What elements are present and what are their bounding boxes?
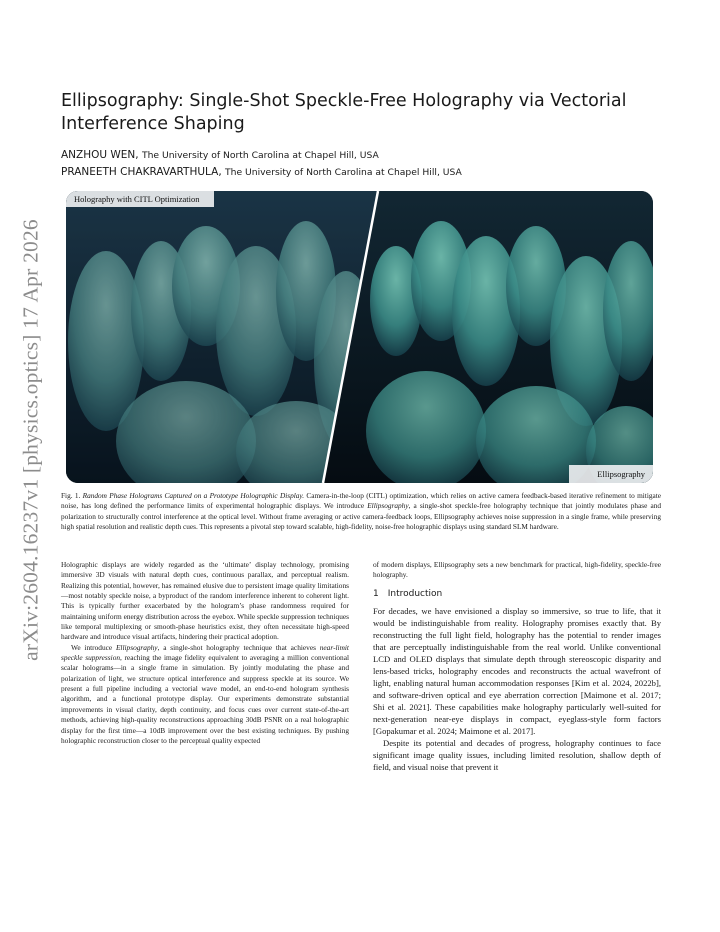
caption-text: , a single-shot speckle-free holography technique that jointly modulates phase and polarization to structurally control interference at the optical level. Without frame averaging or active camera-feedback loops, Ellipsography achieves noise suppression in a single frame, while preserving high spatial resolution and realistic depth cues. This represents a pivotal step toward scalable, high-fidelity, noise-free holographic displays using standard SLM hardware.: [61, 501, 662, 532]
caption-emphasis: Ellipsography: [367, 501, 409, 511]
author-line: [61, 164, 661, 181]
arxiv-identifier: arXiv:2604.16237v1 [physics.optics] 17 Apr 2026: [18, 219, 43, 661]
author-name: ANZHOU WEN,: [61, 149, 139, 161]
figure-caption: [61, 491, 661, 533]
paper-title: Ellipsography: Single-Shot Speckle-Free Holography via Vectorial Interference Shaping: [61, 91, 627, 134]
author-list: [61, 147, 661, 181]
intro-paragraph: Despite its potential and decades of progress, holography continues to face significant image quality issues, including limited resolution, shallow depth of field, and visual noise that prevent it: [373, 738, 661, 773]
abstract-text: , a single-shot holography technique that achieves: [157, 642, 316, 652]
figure-label-ellipsography: Ellipsography: [569, 465, 653, 483]
author-affiliation: The University of North Carolina at Chapel Hill, USA: [225, 167, 462, 178]
intro-paragraph: For decades, we have envisioned a display so immersive, so true to life, that it would be indistinguishable from reality. Holography promises exactly that. By reconstructing the full light field, holography has the potential to render images that are perceptually indistinguishable from the real world. Unlike conventional LCD and OLED displays that simulate depth through stereoscopic disparity and lens-based tricks, holography encodes and reconstructs the actual wavefront of light, enabling natural human accommodation responses [Kim et al. 2024, 2022b], and software-driven optical and eye aberration correction [Maimone et al. 2017; Shi et al. 2021]. These capabilities make holography particularly well-suited for next-generation near-eye displays in compact, eyeglass-style form factors [Gopakumar et al. 2024; Maimone et al. 2017].: [373, 606, 661, 737]
abstract-emphasis: Ellipsography: [115, 642, 158, 652]
abstract-paragraph: [61, 643, 349, 746]
abstract-text: We introduce: [71, 642, 113, 652]
caption-number: Fig. 1.: [61, 491, 81, 500]
abstract-paragraph: Holographic displays are widely regarded as the ‘ultimate’ display technology, promising immersive 3D visuals with natural depth cues, continuous parallax, and perceptual realism. Realizing this potential, however, has remained elusive due to persistent image quality limitations—most notably speckle noise, a byproduct of the random interference inherent to coherent light. This is typically further exacerbated by the hologram’s phase randomness required for maintaining uniform energy distribution across the eyebox. While speckle suppression techniques like temporal multiplexing or smooth-phase heuristics exist, they often necessitate high-speed hardware and introduce visual artifacts, hindering their practical adoption.: [61, 560, 349, 642]
author-affiliation: The University of North Carolina at Chapel Hill, USA: [141, 150, 379, 161]
figure-label-citl: Holography with CITL Optimization: [66, 191, 214, 207]
abstract-text: , reaching the image fidelity equivalent to averaging a million conventional scalar holograms—in a single frame in simulation. By jointly modulating the phase and polarization of light, we structure optical interference and suppress speckle at its source. We present a full pipeline including a vectorial wave model, an end-to-end hologram synthesis algorithm, and a functional prototype display. Our experiments demonstrate substantial improvements in visual clarity, depth continuity, and focus cues over current state-of-the-art methods, achieving high-quality reconstructions approaching 30dB PSNR on a real holographic display for the first time—a 10dB improvement over the best existing techniques. By pushing holographic reconstruction closer to the perceptual quality expected: [61, 653, 350, 745]
abstract-emphasis: near-limit speckle suppression: [61, 642, 349, 663]
author-name: PRANEETH CHAKRAVARTHULA,: [61, 166, 222, 178]
abstract-column: [61, 560, 349, 746]
author-line: [61, 147, 661, 164]
section-number: 1: [373, 588, 379, 599]
section-heading: [373, 589, 661, 599]
caption-text: Camera-in-the-loop (CITL) optimization, which relies on active camera feedback-based iterative refinement to mitigate noise, has long defined the performance limits of experimental holographic displays. We introduce: [61, 491, 662, 511]
section-title: Introduction: [387, 588, 443, 599]
arxiv-sidebar: [6, 215, 56, 665]
coral-hologram-image: [66, 191, 653, 483]
abstract-continuation: of modern displays, Ellipsography sets a new benchmark for practical, high-fidelity, speckle-free holography.: [373, 560, 661, 580]
teaser-figure: [66, 191, 653, 483]
right-column: [373, 560, 661, 773]
caption-title: Random Phase Holograms Captured on a Prototype Holographic Display.: [82, 491, 305, 500]
